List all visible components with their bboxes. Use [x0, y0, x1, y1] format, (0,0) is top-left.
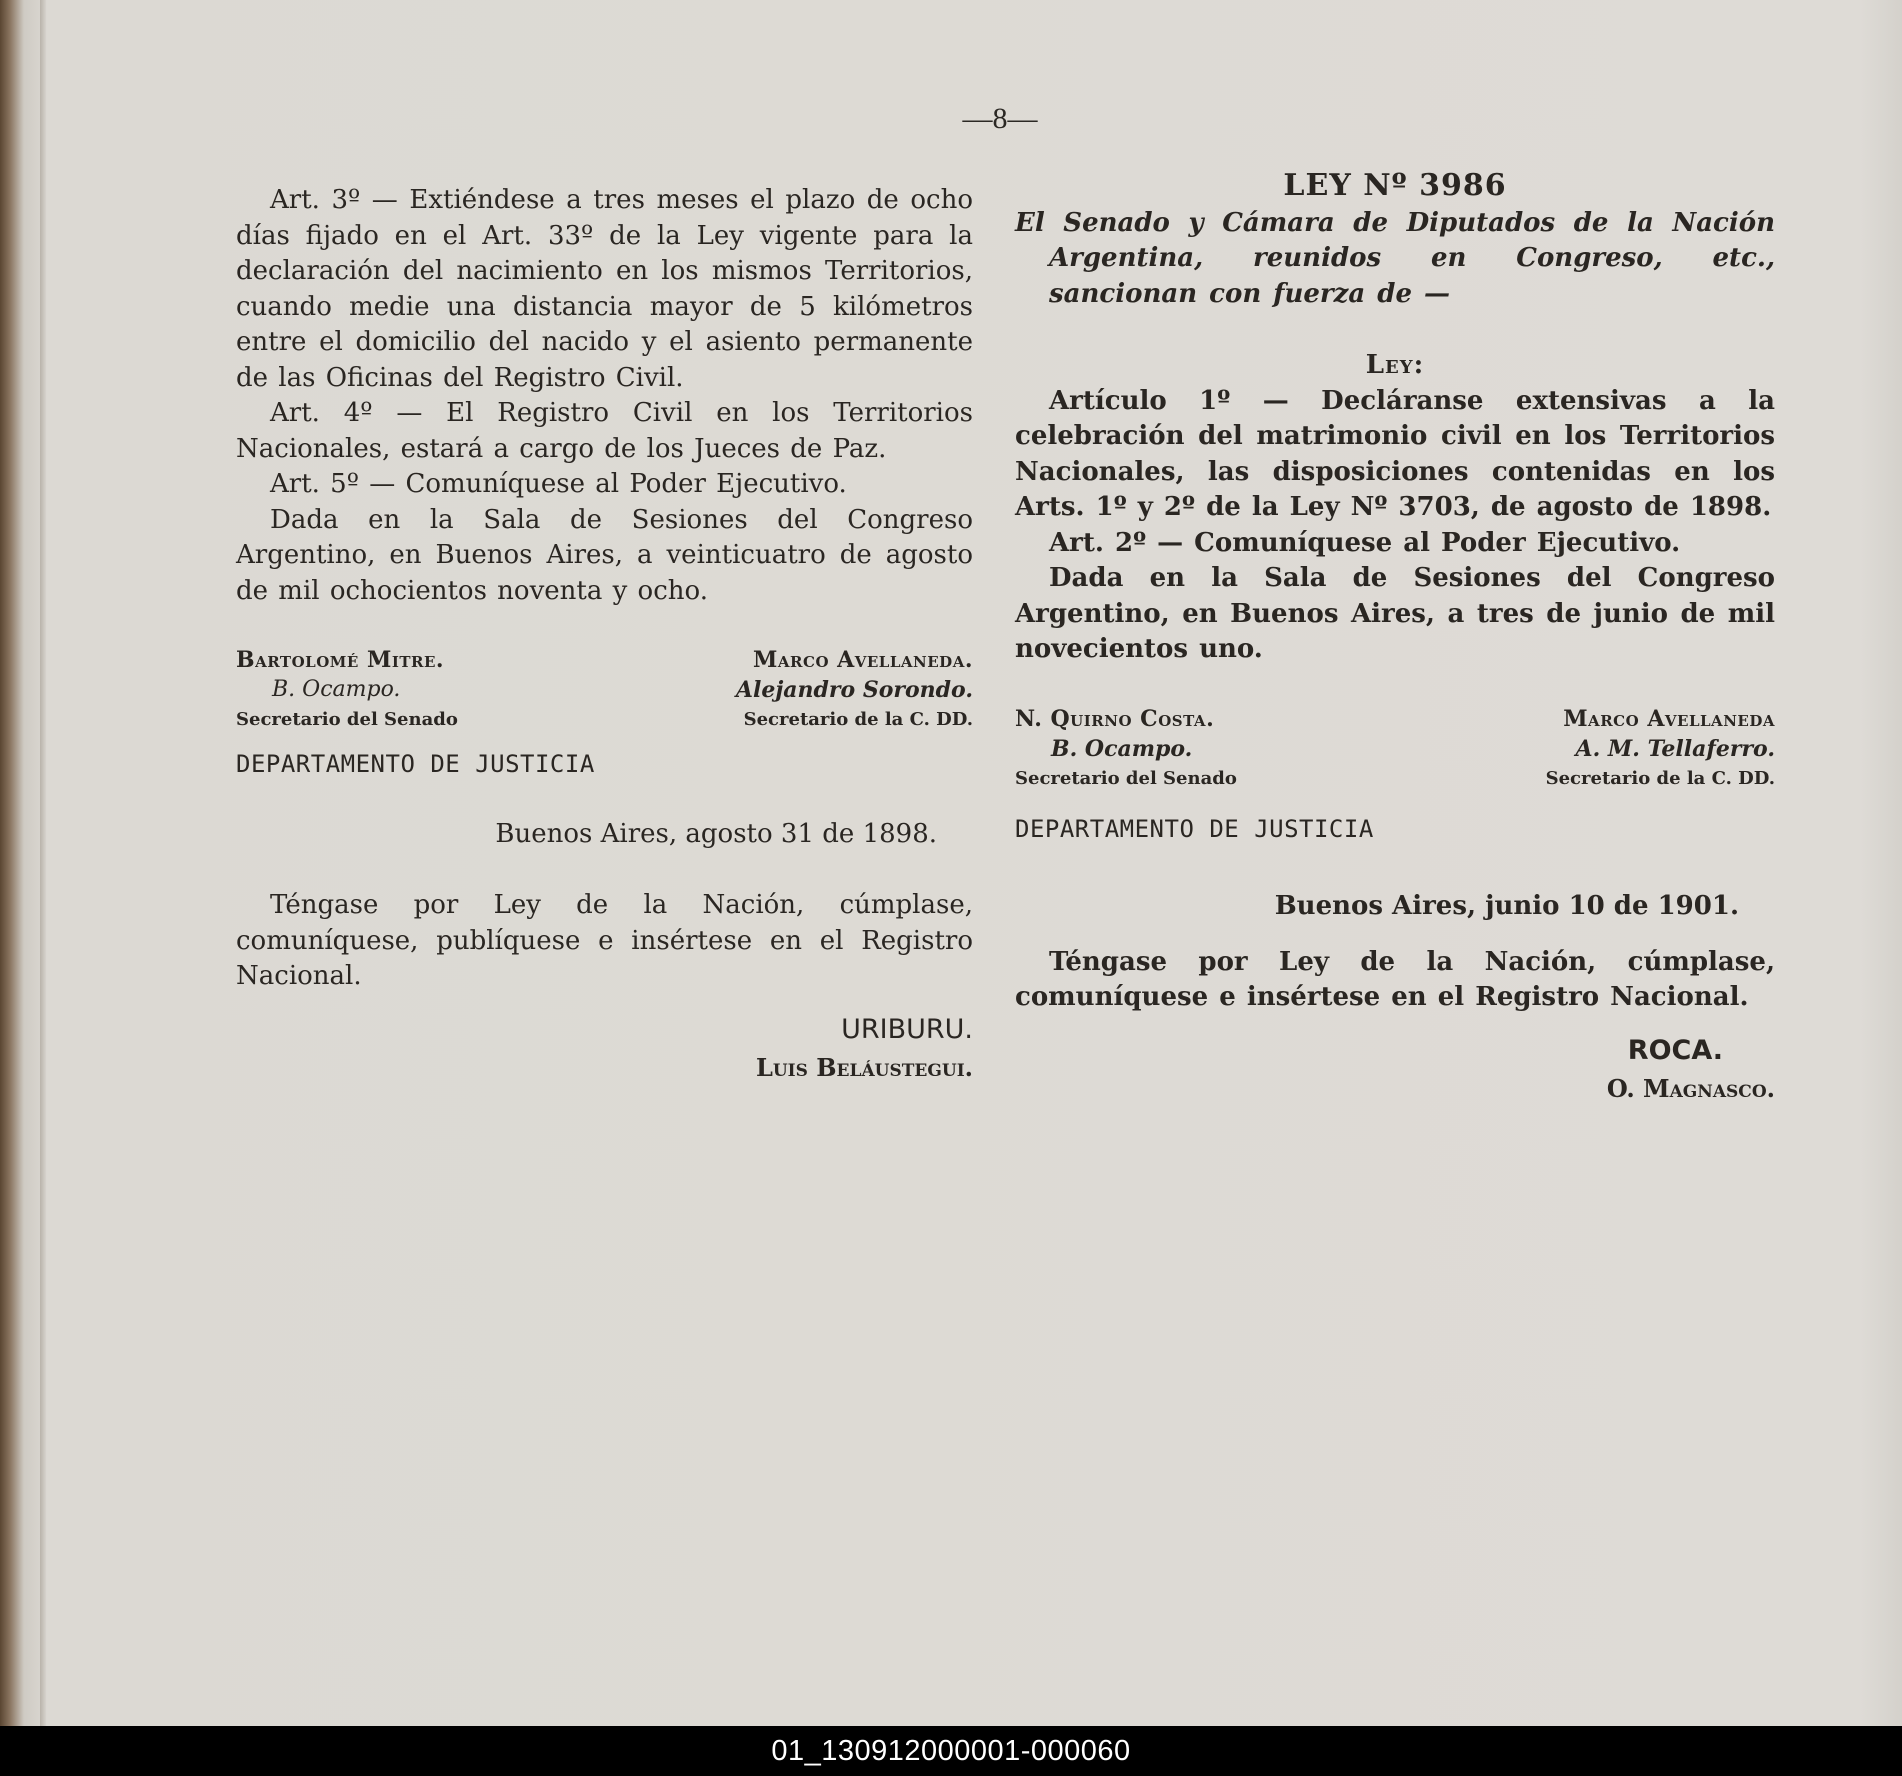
right-decree: Téngase por Ley de la Nación, cúmplase, comuníquese e insértese en el Registro Nacional. [1015, 946, 1775, 1012]
left-sig-senate-secretary: B. Ocampo. [272, 677, 401, 702]
law-preamble: El Senado y Cámara de Diputados de la Nación Argentina, reunidos en Congreso, etc., sancionan con fuerza de — [1015, 207, 1775, 309]
right-sig-deputies-title: Secretario de la C. DD. [1545, 767, 1775, 789]
left-sig-senate-title: Secretario del Senado [236, 709, 458, 730]
left-place-date: Buenos Aires, agosto 31 de 1898. [495, 818, 937, 849]
left-decree: Téngase por Ley de la Nación, cúmplase, comuníquese, publíquese e insértese en el Registro Nacional. [236, 890, 973, 991]
left-article-3: Art. 3º — Extiéndese a tres meses el plazo de ocho días fijado en el Art. 33º de la Ley vigente para la declaración del nacimiento en los mismos Territorios, cuando medie una distancia mayor de 5 kilómetros entre el domicilio del nacido y el asiento permanente de las Oficinas del Registro Civil. [236, 185, 973, 393]
ley-heading: Ley: [1365, 350, 1425, 380]
left-signer-minister: Luis Beláustegui. [755, 1052, 973, 1082]
right-place-date: Buenos Aires, junio 10 de 1901. [1274, 891, 1739, 921]
right-sig-senate-president: N. Quirno Costa. [1015, 705, 1215, 732]
right-department: DEPARTAMENTO DE JUSTICIA [1015, 814, 1374, 843]
image-id-footer: 01_130912000001-000060 [0, 1726, 1902, 1776]
right-column [1015, 168, 1775, 1108]
left-sig-deputies-president: Marco Avellaneda. [753, 647, 973, 673]
left-sig-deputies-secretary: Alejandro Sorondo. [735, 677, 973, 703]
right-signatures [1015, 704, 1775, 794]
right-article-1: Artículo 1º — Decláranse extensivas a la celebración del matrimonio civil en los Territorios Nacionales, las disposiciones contenidas en los Arts. 1º y 2º de la Ley Nº 3703, de agosto de 1898. [1015, 385, 1775, 522]
right-signer-president: ROCA. [1627, 1034, 1723, 1066]
right-given-clause: Dada en la Sala de Sesiones del Congreso Argentino, en Buenos Aires, a tres de junio de mil novecientos uno. [1015, 563, 1775, 664]
right-article-2: Art. 2º — Comuníquese al Poder Ejecutivo. [1049, 527, 1681, 558]
right-sig-senate-secretary: B. Ocampo. [1051, 735, 1193, 762]
left-sig-deputies-title: Secretario de la C. DD. [743, 709, 973, 730]
left-signer-president: URIBURU. [841, 1013, 973, 1045]
law-title: LEY Nº 3986 [1283, 168, 1507, 203]
left-department: DEPARTAMENTO DE JUSTICIA [236, 750, 595, 778]
left-article-4: Art. 4º — El Registro Civil en los Territorios Nacionales, estará a cargo de los Jueces de Paz. [236, 398, 973, 464]
right-sig-deputies-president: Marco Avellaneda [1563, 705, 1775, 732]
right-sig-senate-title: Secretario del Senado [1015, 767, 1237, 789]
left-article-5: Art. 5º — Comuníquese al Poder Ejecutivo. [270, 469, 847, 499]
page-number: —8— [962, 102, 1038, 135]
left-signatures [236, 645, 973, 735]
right-signer-minister: O. Magnasco. [1606, 1073, 1775, 1103]
left-column [236, 183, 973, 1087]
right-sig-deputies-secretary: A. M. Tellaferro. [1575, 735, 1775, 762]
left-sig-senate-president: Bartolomé Mitre. [236, 647, 445, 673]
book-spine-edge [40, 0, 46, 1726]
left-given-clause: Dada en la Sala de Sesiones del Congreso Argentino, en Buenos Aires, a veinticuatro de agosto de mil ochocientos noventa y ocho. [236, 504, 973, 606]
